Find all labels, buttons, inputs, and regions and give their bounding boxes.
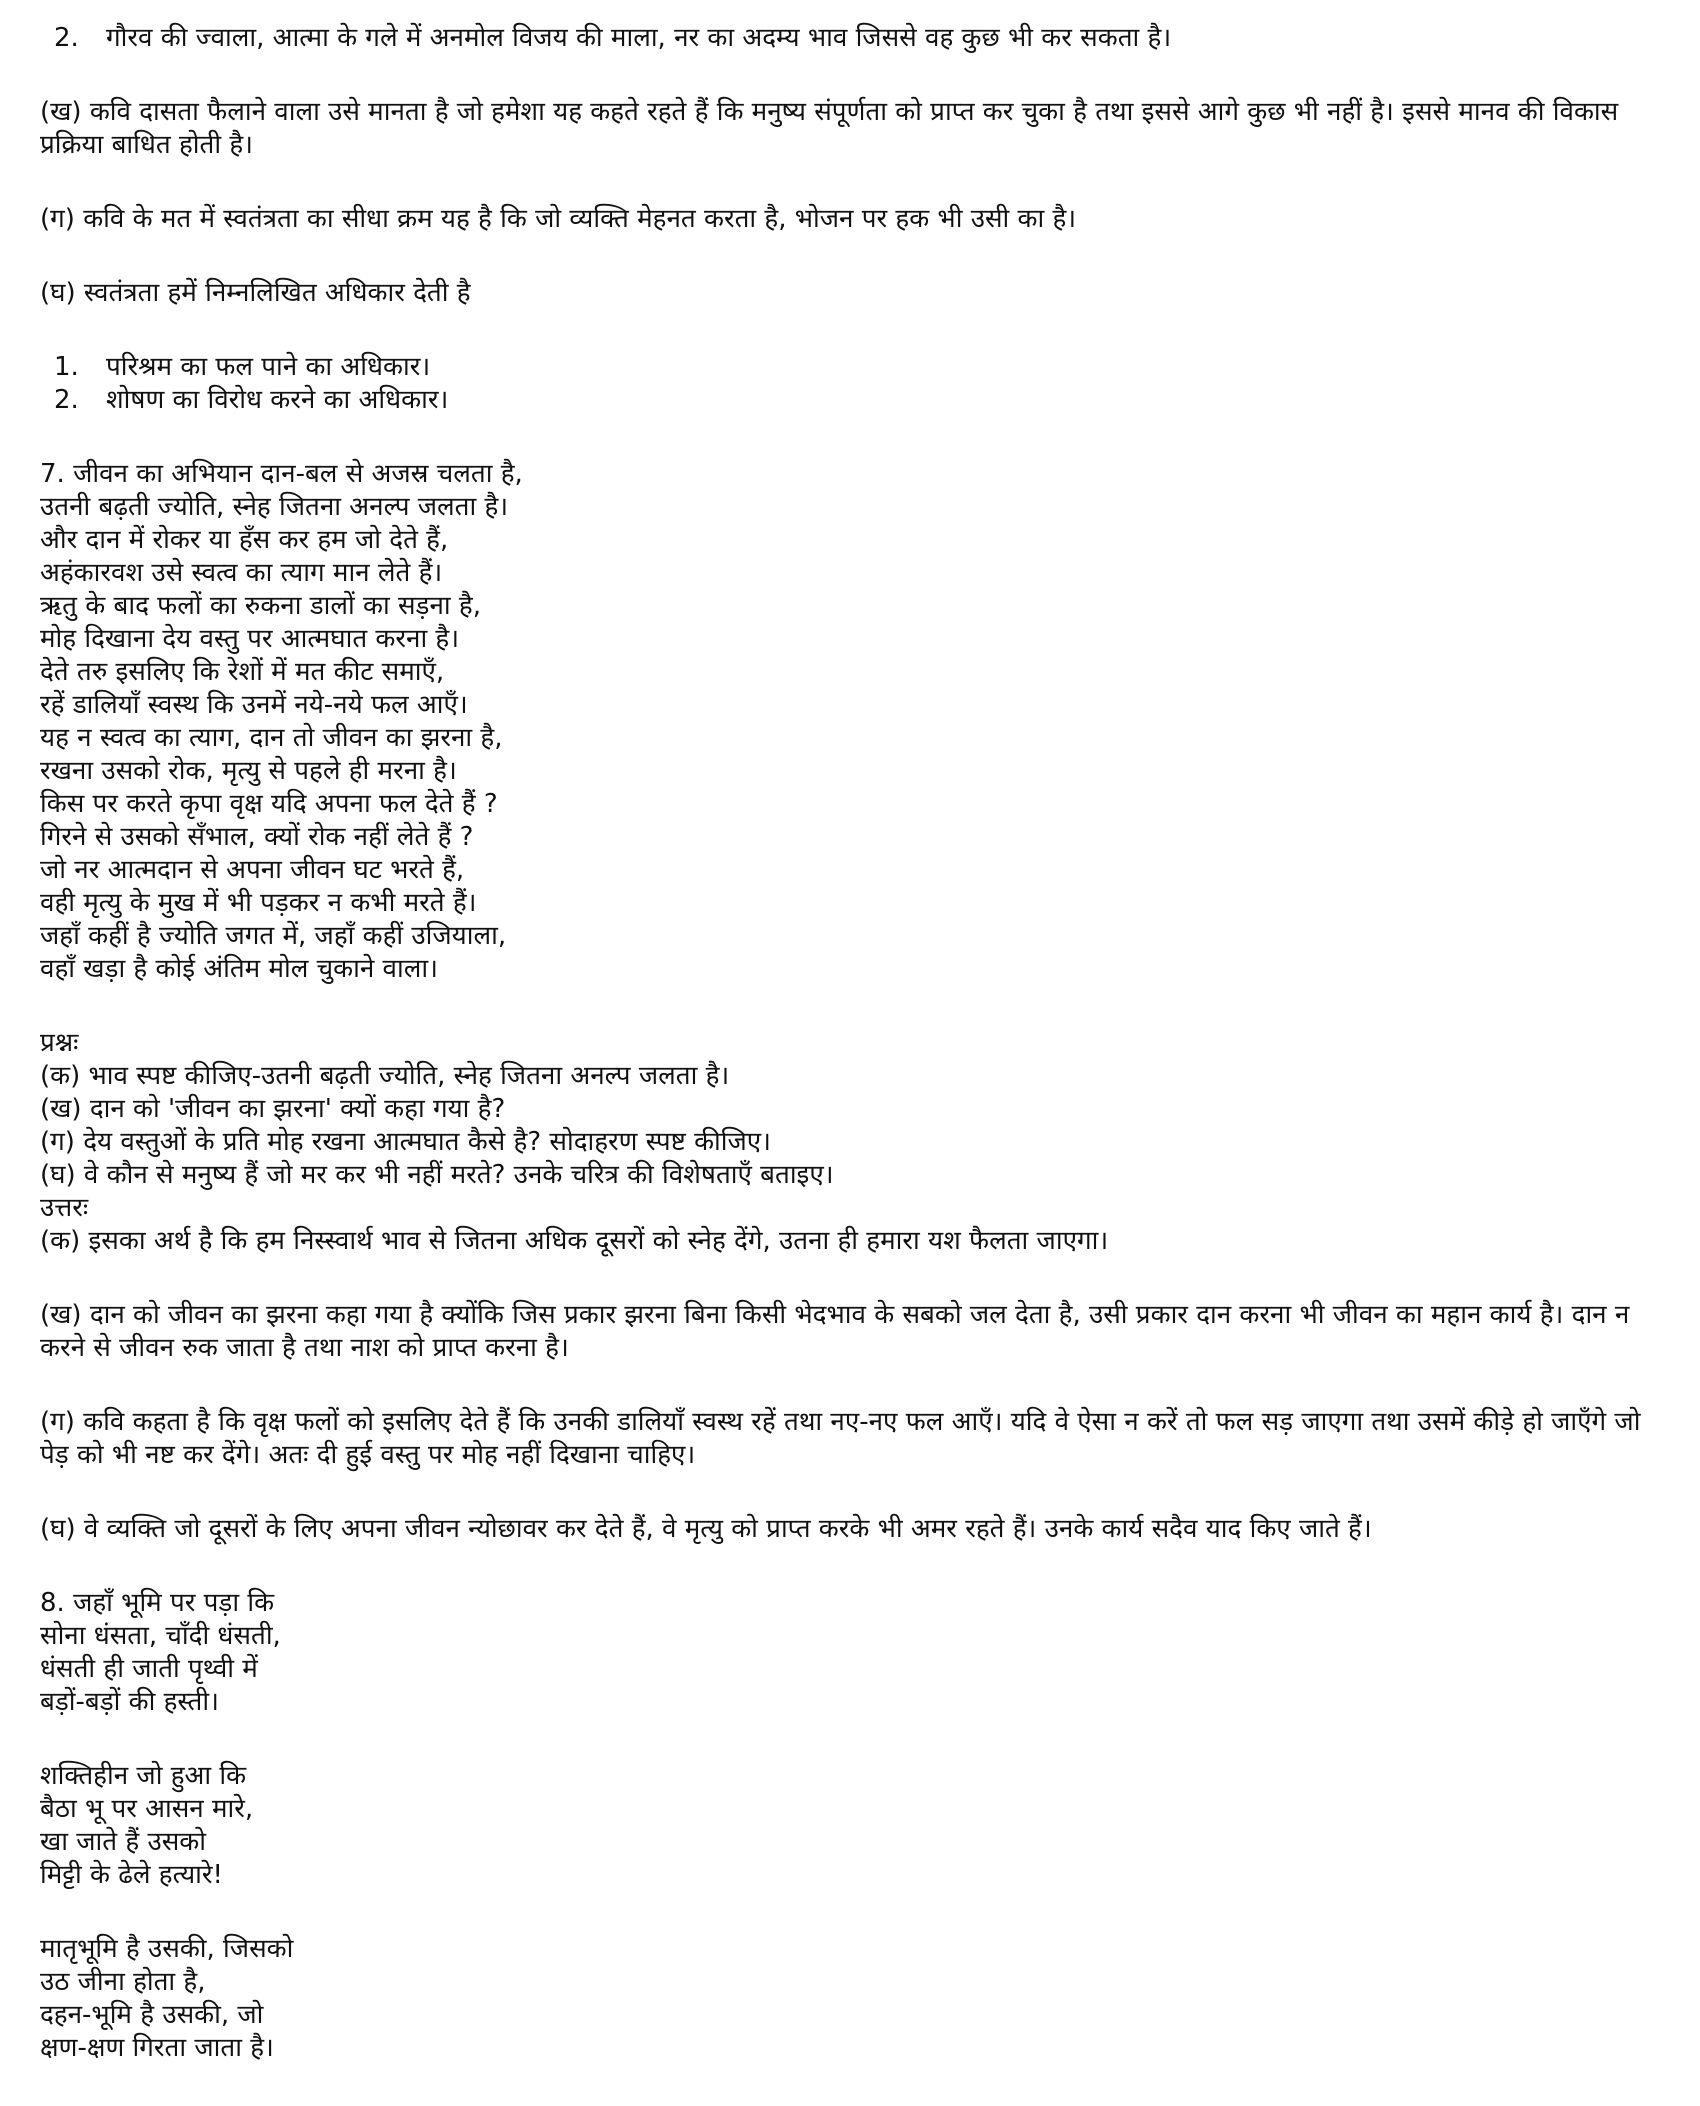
poem-line: दहन-भूमि है उसकी, जो bbox=[40, 2000, 264, 2030]
poem-line: क्षण-क्षण गिरता जाता है। bbox=[40, 2033, 274, 2063]
list-number: 2. bbox=[54, 23, 79, 53]
list-item bbox=[40, 22, 1670, 55]
list-item bbox=[40, 384, 1670, 417]
poem-line: 7. जीवन का अभियान दान-बल से अजस्र चलता है, bbox=[40, 459, 523, 489]
poem-line: किस पर करते कृपा वृक्ष यदि अपना फल देते हैं ? bbox=[40, 789, 498, 819]
questions-7 bbox=[40, 1027, 1670, 1258]
list-text: शोषण का विरोध करने का अधिकार। bbox=[106, 385, 449, 415]
rights-list bbox=[40, 351, 1670, 417]
poem-line: धंसती ही जाती पृथ्वी में bbox=[40, 1654, 258, 1684]
top-numbered-list bbox=[40, 22, 1670, 55]
poem-line: उतनी बढ़ती ज्योति, स्नेह जितना अनल्प जलता है। bbox=[40, 492, 509, 522]
list-item bbox=[40, 351, 1670, 384]
poem-8-stanza-3 bbox=[40, 1933, 1670, 2065]
poem-line: सोना धंसता, चाँदी धंसती, bbox=[40, 1621, 281, 1651]
poem-line: उठ जीना होता है, bbox=[40, 1967, 206, 1997]
answer-ga: (ग) कवि के मत में स्वतंत्रता का सीधा क्रम यह है कि जो व्यक्ति मेहनत करता है, भोजन पर हक भी उसी का है। bbox=[40, 204, 1077, 234]
poem-line: रहें डालियाँ स्वस्थ कि उनमें नये-नये फल आएँ। bbox=[40, 690, 468, 720]
poem-line: अहंकारवश उसे स्वत्व का त्याग मान लेते हैं। bbox=[40, 558, 443, 588]
poem-line: जहाँ कहीं है ज्योति जगत में, जहाँ कहीं उजियाला, bbox=[40, 921, 507, 951]
answers-heading: उत्तरः bbox=[40, 1193, 89, 1223]
answer-ka: (क) इसका अर्थ है कि हम निस्स्वार्थ भाव से जितना अधिक दूसरों को स्नेह देंगे, उतना ही हमारा यश फैलता जाएगा। bbox=[40, 1226, 1109, 1256]
question-item: (क) भाव स्पष्ट कीजिए-उतनी बढ़ती ज्योति, स्नेह जितना अनल्प जलता है। bbox=[40, 1061, 730, 1091]
question-item: (ग) देय वस्तुओं के प्रति मोह रखना आत्मघात कैसे है? सोदाहरण स्पष्ट कीजिए। bbox=[40, 1127, 772, 1157]
poem-line: वहाँ खड़ा है कोई अंतिम मोल चुकाने वाला। bbox=[40, 954, 438, 984]
poem-7 bbox=[40, 458, 1670, 986]
poem-line: गिरने से उसको सँभाल, क्यों रोक नहीं लेते हैं ? bbox=[40, 822, 474, 852]
poem-line: मातृभूमि है उसकी, जिसको bbox=[40, 1934, 294, 1964]
answer-kha-7: (ख) दान को जीवन का झरना कहा गया है क्योंकि जिस प्रकार झरना बिना किसी भेदभाव के सबको जल देता है, उसी प्रकार दान करना भी जीवन का महान कार्य है। दान न करने से जीवन रुक जाता है तथा नाश को प्राप्त करना है। bbox=[40, 1300, 1630, 1363]
poem-line: 8. जहाँ भूमि पर पड़ा कि bbox=[40, 1588, 275, 1618]
list-number: 1. bbox=[54, 352, 79, 382]
answer-ga-7: (ग) कवि कहता है कि वृक्ष फलों को इसलिए देते हैं कि उनकी डालियाँ स्वस्थ रहें तथा नए-नए फल आएँ। यदि वे ऐसा न करें तो फल सड़ जाएगा तथा उसमें कीड़े हो जाएँगे जो पेड़ को भी नष्ट कर देंगे। अतः दी हुई वस्तु पर मोह नहीं दिखाना चाहिए। bbox=[40, 1407, 1641, 1470]
poem-line: ऋतु के बाद फलों का रुकना डालों का सड़ना है, bbox=[40, 591, 481, 621]
document-page bbox=[40, 22, 1670, 2106]
poem-line: रखना उसको रोक, मृत्यु से पहले ही मरना है। bbox=[40, 756, 457, 786]
poem-8-stanza-1 bbox=[40, 1587, 1670, 1719]
poem-line: बड़ों-बड़ों की हस्ती। bbox=[40, 1687, 219, 1717]
poem-line: शक्तिहीन जो हुआ कि bbox=[40, 1761, 247, 1791]
questions-heading: प्रश्नः bbox=[40, 1028, 79, 1058]
poem-line: जो नर आत्मदान से अपना जीवन घट भरते हैं, bbox=[40, 855, 465, 885]
answer-gha-7: (घ) वे व्यक्ति जो दूसरों के लिए अपना जीवन न्योछावर कर देते हैं, वे मृत्यु को प्राप्त करके भी अमर रहते हैं। उनके कार्य सदैव याद किए जाते हैं। bbox=[40, 1514, 1372, 1544]
poem-8-stanza-2 bbox=[40, 1760, 1670, 1892]
poem-line: देते तरु इसलिए कि रेशों में मत कीट समाएँ, bbox=[40, 657, 445, 687]
answer-kha: (ख) कवि दासता फैलाने वाला उसे मानता है जो हमेशा यह कहते रहते हैं कि मनुष्य संपूर्णता को प्राप्त कर चुका है तथा इससे आगे कुछ भी नहीं है। इससे मानव की विकास प्रक्रिया बाधित होती है। bbox=[40, 97, 1619, 160]
poem-line: मोह दिखाना देय वस्तु पर आत्मघात करना है। bbox=[40, 624, 460, 654]
question-item: (घ) वे कौन से मनुष्य हैं जो मर कर भी नहीं मरते? उनके चरित्र की विशेषताएँ बताइए। bbox=[40, 1160, 834, 1190]
poem-line: बैठा भू पर आसन मारे, bbox=[40, 1794, 254, 1824]
poem-line: खा जाते हैं उसको bbox=[40, 1827, 206, 1857]
poem-line: यह न स्वत्व का त्याग, दान तो जीवन का झरना है, bbox=[40, 723, 503, 753]
poem-line: और दान में रोकर या हँस कर हम जो देते हैं, bbox=[40, 525, 449, 555]
answer-gha: (घ) स्वतंत्रता हमें निम्नलिखित अधिकार देती है bbox=[40, 278, 471, 308]
list-text: परिश्रम का फल पाने का अधिकार। bbox=[106, 352, 431, 382]
list-text: गौरव की ज्वाला, आत्मा के गले में अनमोल विजय की माला, नर का अदम्य भाव जिससे वह कुछ भी कर सकता है। bbox=[106, 23, 1172, 53]
poem-line: वही मृत्यु के मुख में भी पड़कर न कभी मरते हैं। bbox=[40, 888, 477, 918]
question-item: (ख) दान को 'जीवन का झरना' क्यों कहा गया है? bbox=[40, 1094, 506, 1124]
list-number: 2. bbox=[54, 385, 79, 415]
poem-line: मिट्टी के ढेले हत्यारे! bbox=[40, 1860, 223, 1890]
